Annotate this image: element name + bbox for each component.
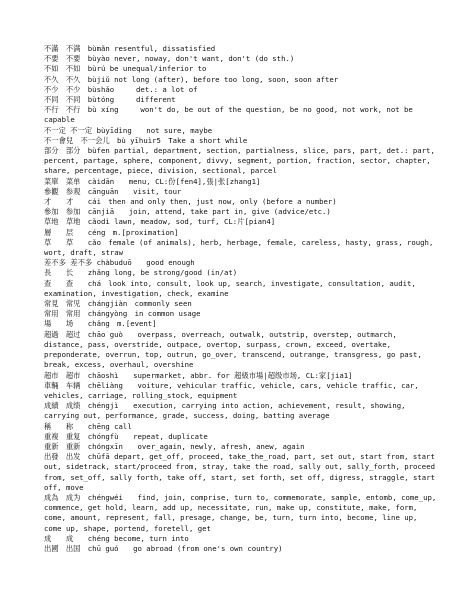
- dictionary-entry: 差不多 差不多 chàbuduō good enough: [44, 258, 195, 268]
- dictionary-entry: 成 成 chéng become, turn into: [44, 533, 189, 543]
- dictionary-entry: 出國 出国 chū guó go abroad (from one's own country): [44, 543, 283, 553]
- dictionary-entry: 草地 草地 cǎodì lawn, meadow, sod, turf, CL:片[pian4]: [44, 217, 276, 227]
- dictionary-entry: 查 查 chá look into, consult, look up, search, investigate, consultation, audit, examination, investigation, check, examine: [44, 278, 421, 298]
- dictionary-entry: 成績 成绩 chéngjì execution, carrying into action, achievement, result, showing, carrying out, performance, grade, success, doing, batting average: [44, 401, 410, 421]
- dictionary-entry: 常用 常用 chángyòng in common usage: [44, 309, 201, 319]
- dictionary-entry: 稱 称 chēng call: [44, 421, 132, 431]
- dictionary-entry: 草 草 cǎo female (of animals), herb, herbage, female, careless, hasty, grass, rough, wort, draft, straw: [44, 237, 438, 258]
- dictionary-entry: 超市 超市 chāoshì supermarket, abbr. for 超級市場|超级市场, CL:家[jia1]: [44, 370, 353, 380]
- dictionary-entry: 不要 不要 bùyào never, noway, don't want, don't (do sth.): [44, 54, 295, 64]
- dictionary-entry: 成為 成为 chéngwéi find, join, comprise, turn to, commemorate, sample, entomb, come_up, commence, get hold, learn, add up, necessitate, run, make up, constitute, make, form, come, amount, represent, fall, presage, change, be, turn, turn into, become, line up, come up, shape, portend, foretell, get: [44, 492, 441, 533]
- dictionary-entry: 不一定 不一定 bùyīdìng not sure, maybe: [44, 125, 213, 135]
- dictionary-entry: 長 长 zhǎng long, be strong/good (in/at): [44, 268, 238, 278]
- dictionary-entry: 場 场 chǎng m.[event]: [44, 319, 157, 329]
- dictionary-entry: 不行 不行 bù xíng won't do, be out of the question, be no good, not work, not be capable: [44, 105, 418, 125]
- dictionary-entry: 參觀 参观 cānguān visit, tour: [44, 186, 182, 196]
- dictionary-entry: 不同 不同 bùtóng different: [44, 95, 176, 105]
- dictionary-entry: 車輛 车辆 chēliàng voiture, vehicular traffic, vehicle, cars, vehicle traffic, car, vehicles, carriage, rolling_stock, equipment: [44, 380, 424, 400]
- dictionary-entry: 常見 常见 chángjiàn commonly seen: [44, 299, 192, 309]
- dictionary-entry: 超過 超过 chāo guò overpass, overreach, outwalk, outstrip, overstep, outmarch, distance, pass, overstride, outpace, overtop, surpass, crown, exceed, overtake, preponderate, overrun, top, outrun, go_over, transcend, outrange, transgress, go past, break, excess, overhaul, overshine: [44, 329, 427, 370]
- dictionary-entry: 層 层 céng m.[proximation]: [44, 227, 179, 237]
- dictionary-entry: 部分 部分 bùfen partial, department, section, partialness, slice, pars, part, det.: part, percent, partage, sphere, component, divvy, segment, portion, fraction, sector, chapter, share, percentage, piece, division, sectional, parcel: [44, 146, 440, 176]
- dictionary-entry: 出發 出发 chūfā depart, get_off, proceed, take_the_road, part, set out, start from, start out, sidetrack, start/proceed from, stray, take the road, sally out, sally_forth, proceed from, set_off, sally forth, take off, start, set forth, set off, digress, straggle, start off, move: [44, 452, 440, 492]
- dictionary-entry: 重複 重复 chóngfù repeat, duplicate: [44, 431, 208, 441]
- dictionary-entry: 重新 重新 chóngxīn over_again, newly, afresh, anew, again: [44, 441, 305, 451]
- dictionary-entry: 不滿 不满 bùmǎn resentful, dissatisfied: [44, 44, 216, 53]
- dictionary-entry: 不少 不少 bùshǎo det.: a lot of: [44, 84, 198, 94]
- dictionary-entry: 菜單 菜单 càidān menu, CL:份[fen4],張|张[zhang1]: [44, 176, 261, 186]
- dictionary-page: [44, 44, 441, 554]
- dictionary-entry: 不一會兒 不一会儿 bù yīhuìr5 Take a short while: [44, 135, 248, 145]
- dictionary-entry: 不如 不如 bùrú be unequal/inferior to: [44, 64, 207, 74]
- dictionary-entry: 才 才 cái then and only then, just now, only (before a number): [44, 197, 337, 207]
- dictionary-entry: 不久 不久 bùjiǔ not long (after), before too long, soon, soon after: [44, 74, 339, 84]
- dictionary-entry: 參加 参加 cānjiā join, attend, take part in, give (advice/etc.): [44, 207, 331, 217]
